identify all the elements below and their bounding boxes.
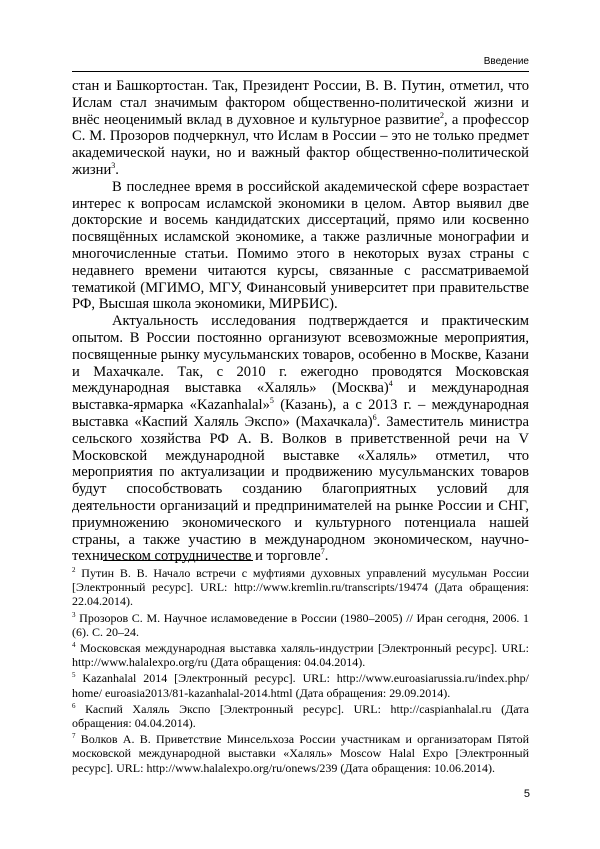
footnote bbox=[72, 641, 529, 669]
text-run: . bbox=[115, 161, 119, 178]
footnote bbox=[72, 611, 529, 639]
body-text bbox=[72, 78, 529, 565]
footnote-number: 2 bbox=[72, 566, 76, 574]
footnote-text: Каспий Халяль Экспо [Электронный ресурс]. URL: http://caspianhalal.ru (Дата обращения: 04.04.2014). bbox=[72, 701, 529, 731]
text-run: Актуальность исследования подтверждается и практическим опытом. В России постоянно организуют всевозможные мероприятия, посвященные рынку мусульманских товаров, особенно в Москве, Казани и Махачкале. Так, с 2010 г. ежегодно проводятся Московская международная выставка «Халяль» (Москва) bbox=[72, 313, 529, 397]
footnote bbox=[72, 566, 529, 609]
text-run: , а профессор С. М. Прозоров подчеркнул, что Ислам в России – это не только предмет академической науки, но и важный фактор общественно-политической жизни bbox=[72, 111, 529, 178]
text-run: . Заместитель министра сельского хозяйства РФ А. В. Волков в приветственной речи на V Московской международной выставке «Халяль» отметил, что мероприятия по актуализации и продвижению мусульманских товаров будут способствовать созданию благоприятных условий для деятельности организаций и предпринимателей на рынке России и СНГ, приумножению экономического и культурного потенциала нашей страны, а также участию в международном экономическом, научно-техническом сотрудничестве и торговле bbox=[72, 413, 529, 565]
text-run: стан и Башкортостан. Так, Президент России, В. В. Путин, отметил, что Ислам стал значимым фактором общественно-политической жизни и внёс неоценимый вклад в духовное и культурное развитие bbox=[72, 78, 529, 128]
footnote-ref-3[interactable]: 3 bbox=[111, 161, 116, 171]
footnote-text: Прозоров С. М. Научное исламоведение в России (1980–2005) // Иран сегодня, 2006. 1 (6). С. 20–24. bbox=[72, 610, 529, 639]
text-run: . bbox=[324, 548, 329, 565]
header-rule bbox=[72, 71, 529, 72]
footnote-ref-4[interactable]: 4 bbox=[388, 379, 393, 389]
footnote-ref-5[interactable]: 5 bbox=[269, 396, 274, 406]
paragraph-3 bbox=[72, 313, 529, 565]
footnote-text: Московская международная выставка халяль-индустрии [Электронный ресурс]. URL: http://www.halalexpo.org/ru (Дата обращения: 04.04.2014). bbox=[72, 641, 529, 670]
footnote-number: 7 bbox=[72, 732, 76, 741]
footnote-separator bbox=[103, 560, 253, 561]
footnote-ref-6[interactable]: 6 bbox=[372, 413, 377, 423]
text-run: и международная выставка-ярмарка «Kazanhalal» bbox=[72, 380, 530, 414]
footnote-ref-2[interactable]: 2 bbox=[439, 110, 444, 120]
text-run: (Казань), а с 2013 г. – международная выставка «Каспий Халяль Экспо» (Махачкала) bbox=[72, 397, 529, 430]
footnote-ref-7[interactable]: 7 bbox=[320, 547, 325, 557]
running-header: Введение bbox=[483, 56, 529, 67]
footnote-number: 3 bbox=[72, 610, 76, 619]
footnote-text: Kazanhalal 2014 [Электронный ресурс]. URL: http://www.euroasiarussia.ru/index.php/ home/ euroasia2013/81-kazanhalal-2014.html (Дата обращения: 29.09.2014). bbox=[72, 671, 529, 700]
footnotes bbox=[72, 566, 529, 777]
footnote bbox=[72, 702, 529, 730]
footnote bbox=[72, 671, 529, 699]
paragraph-1 bbox=[72, 78, 529, 179]
paragraph-2: В последнее время в российской академической сфере возрастает интерес к вопросам исламской экономики в целом. Автор выявил две докторские и восемь кандидатских диссертаций, прямо или косвенно посвящённых исламской экономике, а также различные монографии и многочисленные статьи. Помимо этого в некоторых вузах страны с недавнего времени читаются курсы, связанные с рассматриваемой тематикой (МГИМО, МГУ, Финансовый университет при правительстве РФ, Высшая школа экономики, МИРБИС). bbox=[72, 178, 529, 313]
footnote-text: Путин В. В. Начало встречи с муфтиями духовных управлений мусульман России [Электронный ресурс]. URL: http://www.kremlin.ru/transcripts/19474 (Дата обращения: 22.04.2014). bbox=[72, 566, 529, 609]
page-number: 5 bbox=[523, 788, 530, 800]
footnote-text: Волков А. В. Приветствие Минсельхоза России участникам и организаторам Пятой московской международной выставки «Халяль» Moscow Halal Expo [Электронный ресурс]. URL: http://www.halalexpo.org/ru/onews/239 (Дата обращения: 10.06.2014). bbox=[72, 732, 529, 775]
footnote-number: 5 bbox=[72, 671, 76, 680]
footnote-number: 6 bbox=[72, 701, 76, 710]
footnote-number: 4 bbox=[72, 641, 76, 650]
footnote bbox=[72, 732, 529, 775]
